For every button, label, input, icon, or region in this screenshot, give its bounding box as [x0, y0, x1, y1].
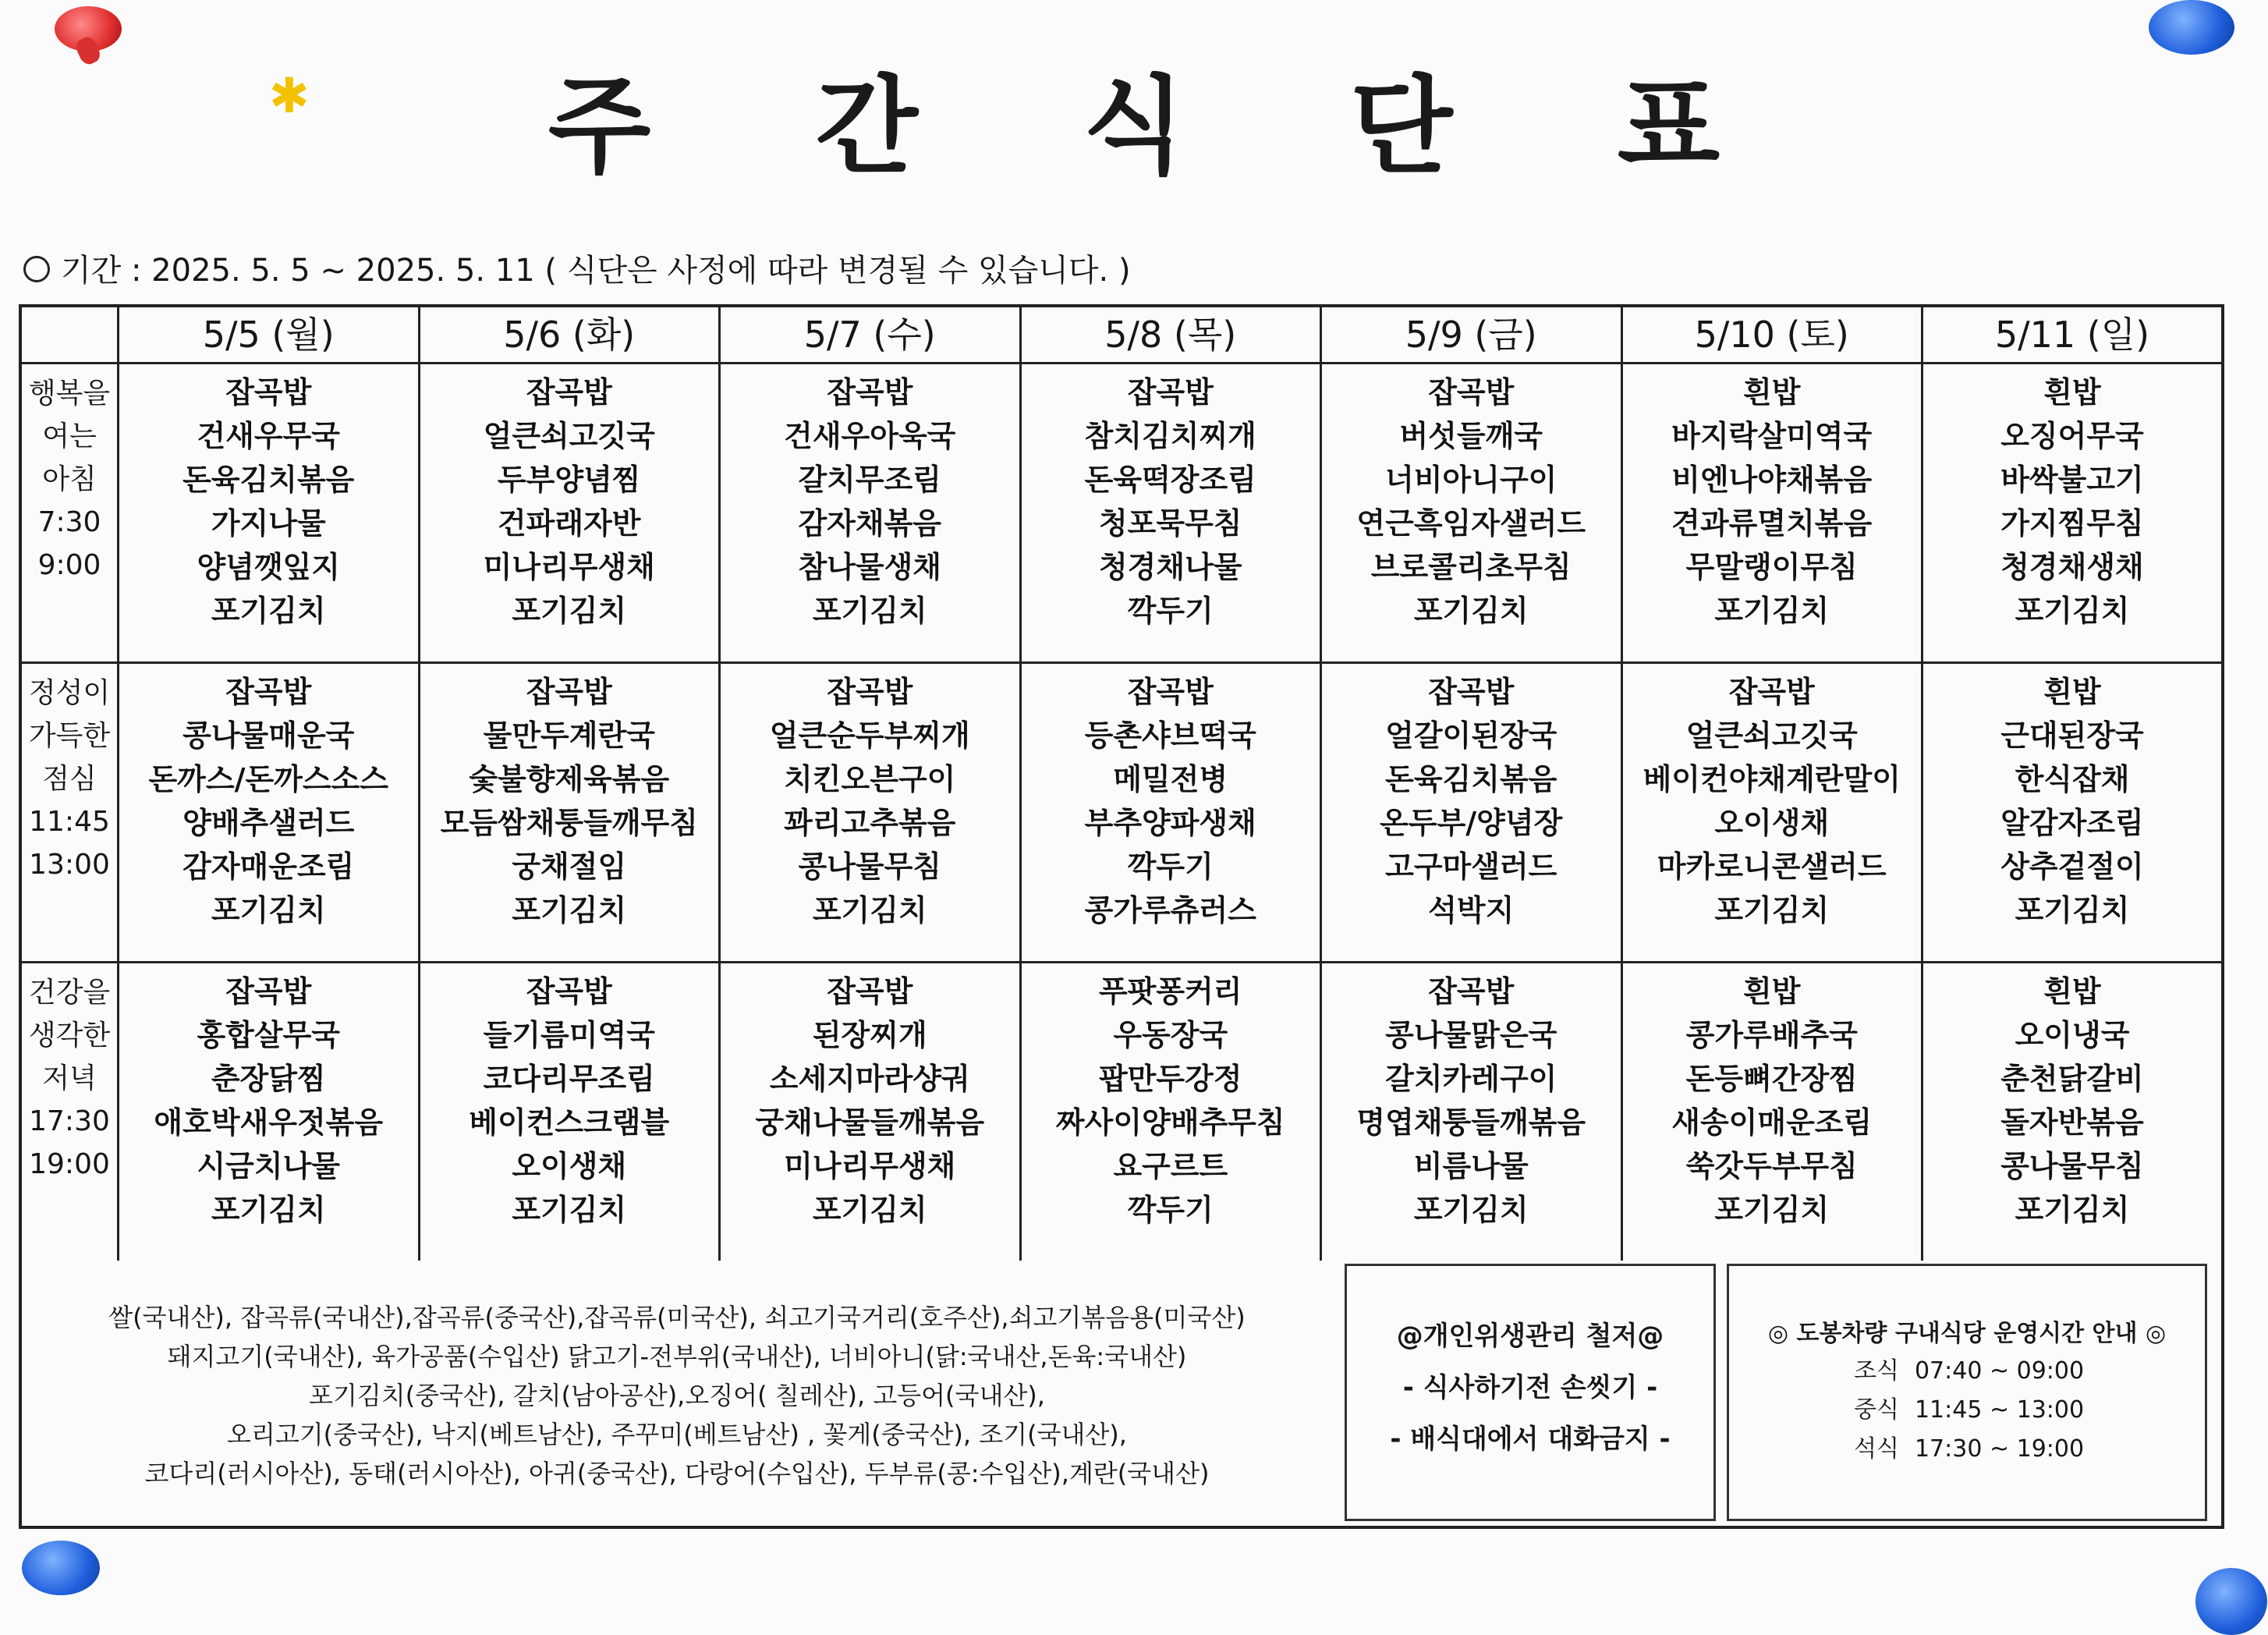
meal-label [20, 963, 119, 1262]
hours-label: 중식 [1854, 1396, 1899, 1424]
menu-item: 상추겉절이 [2000, 849, 2144, 884]
menu-item: 흰밥 [2043, 675, 2101, 709]
menu-item: 포기김치 [1413, 594, 1529, 628]
meal-label-line: 정성이 [28, 677, 111, 709]
menu-item: 포기김치 [812, 594, 927, 628]
star-sticker-icon: ✱ [269, 67, 310, 124]
menu-item: 깍두기 [1127, 594, 1214, 628]
operating-hours [1727, 1264, 2207, 1521]
menu-item: 깍두기 [1127, 1193, 1214, 1227]
menu-item: 오징어무국 [2000, 419, 2144, 453]
menu-cell [1922, 663, 2224, 963]
menu-item: 고구마샐러드 [1385, 849, 1557, 884]
menu-item: 건새우아욱국 [784, 419, 956, 453]
menu-item: 얼큰쇠고깃국 [483, 419, 655, 453]
origin-line: 쌀(국내산), 잡곡류(국내산),잡곡류(중국산),잡곡류(미국산), 쇠고기국거리(호주산),쇠고기볶음용(미국산) [108, 1303, 1246, 1332]
menu-item: 포기김치 [1413, 1193, 1529, 1227]
menu-item: 애호박새우젓볶음 [154, 1105, 384, 1140]
menu-item: 잡곡밥 [225, 675, 312, 709]
menu-item: 버섯들깨국 [1399, 419, 1543, 453]
menu-item: 잡곡밥 [1728, 675, 1815, 709]
footer-panel [19, 1261, 2224, 1529]
menu-item: 포기김치 [512, 1193, 627, 1227]
menu-item: 오이냉국 [2015, 1018, 2130, 1052]
menu-item: 깍두기 [1127, 849, 1214, 884]
menu-item: 돈까스/돈까스소스 [148, 762, 389, 796]
menu-cell [1020, 663, 1321, 963]
meal-label-line: 17:30 [29, 1105, 110, 1137]
menu-item: 흰밥 [2043, 974, 2101, 1009]
menu-item: 포기김치 [211, 1193, 326, 1227]
page-title: 주 간 식 단 표 [548, 66, 1784, 189]
menu-cell [1621, 364, 1922, 663]
menu-item: 청포묵무침 [1098, 506, 1242, 541]
menu-cell [1321, 364, 1622, 663]
menu-item: 쑥갓두부무침 [1685, 1149, 1858, 1183]
menu-item: 된장찌개 [812, 1018, 927, 1052]
menu-cell [1321, 963, 1622, 1262]
weekly-menu-table [19, 304, 2224, 1264]
hours-title: ◎ 도봉차량 구내식당 운영시간 안내 ◎ [1767, 1320, 2167, 1347]
menu-item: 잡곡밥 [1127, 375, 1214, 410]
menu-item: 바싹불고기 [2000, 463, 2144, 497]
menu-item: 콩가루츄러스 [1084, 893, 1256, 927]
menu-item: 팝만두강정 [1098, 1062, 1242, 1096]
day-header-row [20, 306, 2223, 364]
meal-label-line: 행복을 [28, 378, 111, 410]
meal-label-line: 13:00 [29, 849, 110, 881]
menu-cell [720, 963, 1021, 1262]
menu-item: 미나리무생채 [483, 550, 655, 584]
menu-item: 돌자반볶음 [2000, 1105, 2144, 1140]
menu-item: 건파래자반 [497, 506, 641, 541]
menu-item: 부추양파생채 [1084, 806, 1256, 840]
menu-item: 명엽채퉁들깨볶음 [1356, 1105, 1586, 1140]
menu-item: 포기김치 [211, 594, 326, 628]
menu-item: 감자채볶음 [798, 506, 942, 541]
menu-item: 포기김치 [1714, 893, 1830, 927]
menu-item: 콩나물무침 [2000, 1149, 2144, 1183]
menu-item: 흰밥 [1743, 974, 1801, 1009]
menu-item: 연근흑임자샐러드 [1356, 506, 1586, 541]
period-line [23, 248, 1131, 293]
menu-item: 얼갈이된장국 [1385, 718, 1557, 753]
menu-item: 비름나물 [1413, 1149, 1529, 1183]
menu-item: 가지찜무침 [2000, 506, 2144, 541]
menu-item: 돈육떡장조림 [1084, 463, 1256, 497]
menu-item: 시금치나물 [197, 1149, 341, 1183]
menu-item: 코다리무조림 [483, 1062, 655, 1096]
menu-item: 콩가루배추국 [1685, 1018, 1858, 1052]
menu-cell [720, 364, 1021, 663]
menu-item: 얼큰순두부찌개 [769, 718, 970, 753]
menu-item: 견과류멸치볶음 [1671, 506, 1873, 541]
menu-cell [419, 963, 720, 1262]
meal-label-line: 19:00 [29, 1148, 110, 1180]
menu-item: 돈육김치볶음 [1385, 762, 1557, 796]
menu-item: 소세지마라샹궈 [769, 1062, 970, 1096]
menu-item: 청경채생채 [2000, 550, 2144, 584]
menu-item: 포기김치 [812, 1193, 927, 1227]
menu-cell [119, 364, 420, 663]
menu-item: 미나리무생채 [784, 1149, 956, 1183]
menu-item: 메밀전병 [1113, 762, 1228, 796]
menu-item: 춘천닭갈비 [2000, 1062, 2144, 1096]
menu-item: 알감자조림 [2000, 806, 2144, 840]
hours-row [1854, 1391, 2205, 1430]
menu-item: 너비아니구이 [1385, 463, 1557, 497]
menu-item: 온두부/양념장 [1380, 806, 1563, 840]
menu-item: 물만두계란국 [483, 718, 655, 753]
origin-line: 포기김치(중국산), 갈치(남아공산),오징어( 칠레산), 고등어(국내산), [309, 1381, 1045, 1410]
origin-line: 돼지고기(국내산), 육가공품(수입산) 닭고기-전부위(국내산), 너비아니(닭:국내산,돈육:국내산) [167, 1342, 1187, 1371]
hours-time: 11:45 ~ 13:00 [1914, 1396, 2085, 1424]
menu-item: 흰밥 [1743, 375, 1801, 410]
origin-line: 코다리(러시아산), 동태(러시아산), 아귀(중국산), 다랑어(수입산), 두부류(콩:수입산),계란(국내산) [144, 1459, 1210, 1488]
origin-info [69, 1298, 1285, 1493]
menu-item: 갈치무조림 [798, 463, 942, 497]
menu-cell [1321, 663, 1622, 963]
hours-label: 조식 [1854, 1357, 1899, 1385]
menu-item: 잡곡밥 [526, 974, 612, 1009]
meal-label-line: 건강을 [28, 977, 111, 1009]
menu-cell [1922, 364, 2224, 663]
menu-item: 요구르트 [1113, 1149, 1228, 1183]
menu-item: 잡곡밥 [526, 675, 612, 709]
menu-item: 오이생채 [512, 1149, 627, 1183]
menu-item: 베이컨스크램블 [469, 1105, 670, 1140]
menu-item: 잡곡밥 [225, 974, 312, 1009]
circle-bullet-icon [23, 256, 50, 282]
meal-label-line: 9:00 [37, 549, 101, 581]
menu-item: 잡곡밥 [827, 974, 913, 1009]
menu-item: 콩나물매운국 [183, 718, 355, 753]
meal-label-line: 11:45 [29, 806, 110, 838]
day-header: 5/10 (토) [1621, 306, 1922, 364]
meal-label [20, 364, 119, 663]
menu-item: 잡곡밥 [827, 375, 913, 410]
menu-item: 잡곡밥 [225, 375, 312, 410]
menu-item: 포기김치 [1714, 1193, 1830, 1227]
menu-item: 포기김치 [211, 893, 326, 927]
menu-item: 참나물생채 [798, 550, 942, 584]
menu-item: 숯불향제육볶음 [469, 762, 670, 796]
menu-item: 돈육김치볶음 [183, 463, 355, 497]
blue-pushpin-icon [22, 1541, 100, 1595]
menu-item: 모듬쌈채퉁들깨무침 [440, 806, 698, 840]
menu-item: 흰밥 [2043, 375, 2101, 410]
menu-item: 콩나물맑은국 [1385, 1018, 1557, 1052]
meal-row [20, 963, 2223, 1262]
meal-row [20, 364, 2223, 663]
menu-item: 근대된장국 [2000, 718, 2144, 753]
menu-item: 돈등뼈간장찜 [1685, 1062, 1858, 1096]
menu-cell [419, 663, 720, 963]
day-header: 5/5 (월) [119, 306, 420, 364]
menu-cell [119, 963, 420, 1262]
menu-item: 마카로니콘샐러드 [1657, 849, 1887, 884]
period-text: 기간 : 2025. 5. 5 ~ 2025. 5. 11 ( 식단은 사정에 따라 변경될 수 있습니다. ) [61, 253, 1131, 289]
menu-item: 참치김치찌개 [1084, 419, 1256, 453]
menu-item: 포기김치 [1714, 594, 1830, 628]
menu-item: 한식잡채 [2015, 762, 2130, 796]
menu-cell [1621, 963, 1922, 1262]
hours-label: 석식 [1854, 1435, 1899, 1463]
meal-label-line: 여는 [42, 420, 97, 452]
day-header: 5/7 (수) [720, 306, 1021, 364]
menu-cell [720, 663, 1021, 963]
menu-item: 잡곡밥 [1428, 974, 1515, 1009]
menu-item: 포기김치 [2015, 1193, 2130, 1227]
menu-item: 잡곡밥 [1127, 675, 1214, 709]
menu-item: 브로콜리초무침 [1370, 550, 1572, 584]
menu-item: 포기김치 [512, 594, 627, 628]
meal-label-line: 생각한 [28, 1020, 111, 1052]
menu-cell [1020, 364, 1321, 663]
menu-item: 포기김치 [2015, 594, 2130, 628]
menu-item: 가지나물 [211, 506, 326, 541]
meal-label-line: 가득한 [28, 720, 111, 752]
day-header: 5/8 (목) [1020, 306, 1321, 364]
menu-item: 포기김치 [812, 893, 927, 927]
meal-label-line: 점심 [42, 763, 97, 795]
day-header: 5/11 (일) [1922, 306, 2224, 364]
menu-item: 치킨오븐구이 [784, 762, 956, 796]
menu-item: 홍합살무국 [197, 1018, 341, 1052]
menu-item: 잡곡밥 [526, 375, 612, 410]
meal-label-line: 아침 [42, 463, 97, 495]
menu-item: 오이생채 [1714, 806, 1830, 840]
hygiene-line: - 배식대에서 대화금지 - [1390, 1424, 1671, 1455]
menu-item: 우동장국 [1113, 1018, 1228, 1052]
menu-item: 푸팟퐁커리 [1098, 974, 1242, 1009]
meal-label-line: 저녁 [42, 1062, 97, 1094]
menu-cell [1621, 663, 1922, 963]
menu-item: 양념깻잎지 [197, 550, 341, 584]
hours-row [1854, 1430, 2205, 1469]
menu-item: 청경채나물 [1098, 550, 1242, 584]
hygiene-notice [1345, 1264, 1716, 1521]
day-header: 5/6 (화) [419, 306, 720, 364]
menu-item: 갈치카레구이 [1385, 1062, 1557, 1096]
hours-time: 07:40 ~ 09:00 [1914, 1357, 2085, 1385]
meal-row [20, 663, 2223, 963]
menu-item: 바지락살미역국 [1671, 419, 1873, 453]
day-header: 5/9 (금) [1321, 306, 1622, 364]
menu-item: 잡곡밥 [1428, 375, 1515, 410]
hours-row [1854, 1352, 2205, 1391]
menu-item: 얼큰쇠고깃국 [1685, 718, 1858, 753]
hygiene-line: - 식사하기전 손씻기 - [1402, 1372, 1658, 1403]
blue-pushpin-icon [2195, 1568, 2267, 1635]
menu-item: 짜사이양배추무침 [1055, 1105, 1285, 1140]
meal-label [20, 663, 119, 963]
menu-item: 두부양념찜 [497, 463, 641, 497]
menu-item: 새송이매운조림 [1671, 1105, 1873, 1140]
menu-item: 꽈리고추볶음 [784, 806, 956, 840]
menu-cell [1922, 963, 2224, 1262]
menu-item: 포기김치 [2015, 893, 2130, 927]
meal-label-line: 7:30 [37, 506, 101, 538]
menu-item: 궁채나물들깨볶음 [755, 1105, 985, 1140]
menu-item: 베이컨야채계란말이 [1643, 762, 1901, 796]
menu-cell [119, 663, 420, 963]
menu-item: 콩나물무침 [798, 849, 942, 884]
menu-item: 무말랭이무침 [1685, 550, 1858, 584]
origin-line: 오리고기(중국산), 낙지(베트남산), 주꾸미(베트남산) , 꽃게(중국산), 조기(국내산), [227, 1420, 1127, 1449]
menu-item: 잡곡밥 [1428, 675, 1515, 709]
blue-pushpin-icon [2149, 0, 2234, 55]
menu-item: 양배추샐러드 [183, 806, 355, 840]
menu-cell [419, 364, 720, 663]
menu-item: 석박지 [1428, 893, 1515, 927]
menu-cell [1020, 963, 1321, 1262]
menu-item: 등촌샤브떡국 [1084, 718, 1256, 753]
menu-item: 포기김치 [512, 893, 627, 927]
header-corner [20, 306, 119, 364]
hours-time: 17:30 ~ 19:00 [1914, 1435, 2085, 1463]
menu-item: 잡곡밥 [827, 675, 913, 709]
menu-item: 감자매운조림 [183, 849, 355, 884]
menu-item: 춘장닭찜 [211, 1062, 326, 1096]
menu-item: 비엔나야채볶음 [1671, 463, 1873, 497]
menu-item: 건새우무국 [197, 419, 341, 453]
hygiene-title: @개인위생관리 철저@ [1396, 1321, 1664, 1352]
menu-item: 궁채절임 [512, 849, 627, 884]
menu-item: 들기름미역국 [483, 1018, 655, 1052]
